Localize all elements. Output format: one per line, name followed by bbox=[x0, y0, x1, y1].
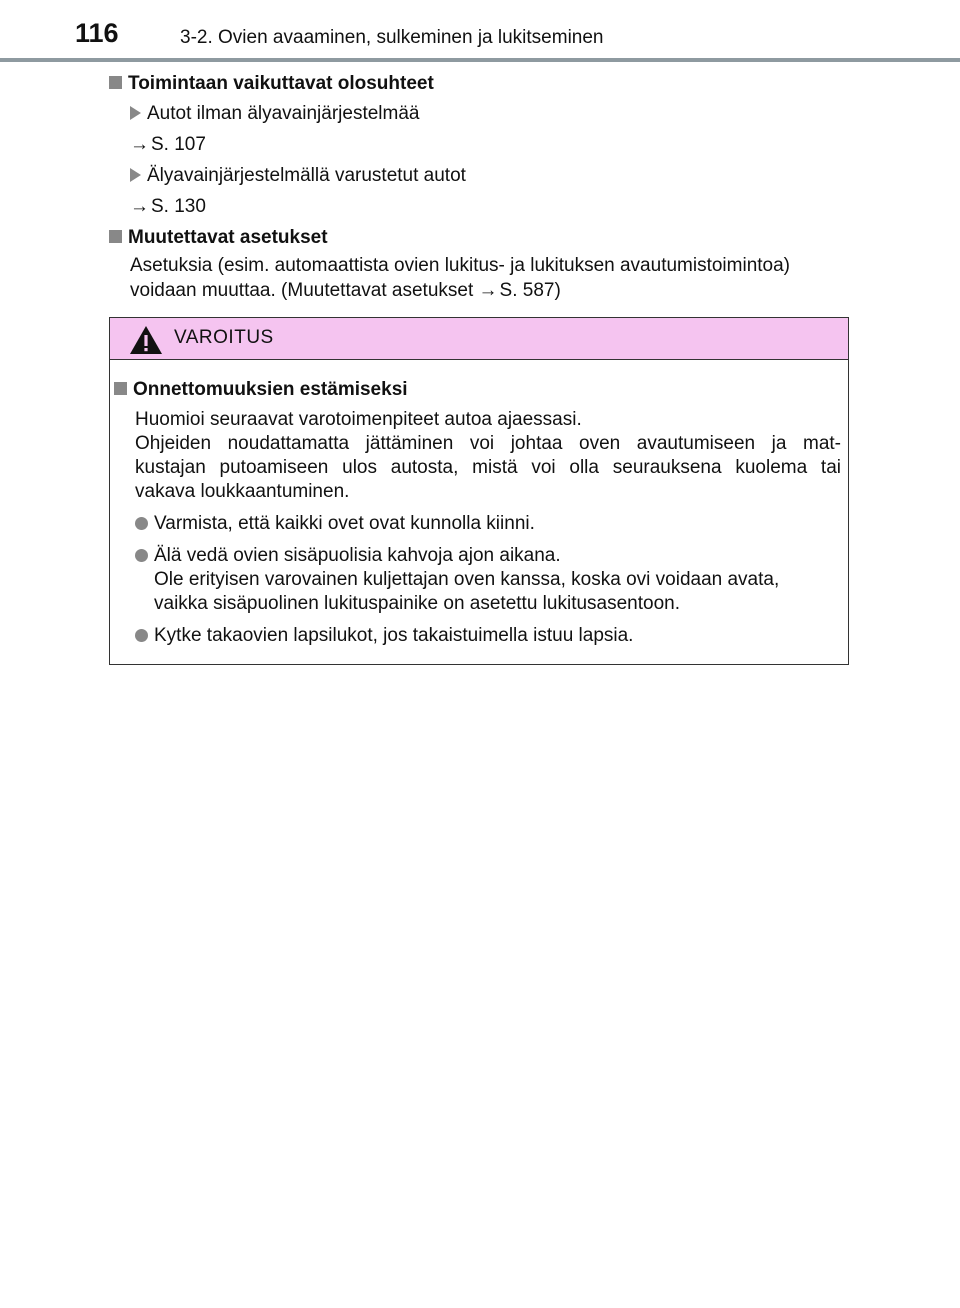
page-reference bbox=[130, 195, 850, 218]
settings-paragraph-line: Asetuksia (esim. automaattista ovien lukitus- ja lukituksen avautumistoimintoa) bbox=[130, 255, 791, 276]
warning-intro-line: vakava loukkaantuminen. bbox=[135, 481, 350, 502]
square-bullet-icon bbox=[114, 382, 127, 395]
square-bullet-icon bbox=[109, 230, 122, 243]
arrow-right-icon: → bbox=[478, 280, 498, 301]
section-heading-text: Muutettavat asetukset bbox=[128, 227, 328, 248]
section-heading-settings bbox=[109, 226, 869, 249]
warning-bullet-continuation: Ole erityisen varovainen kuljettajan oven kanssa, koska ovi voidaan avata, bbox=[154, 569, 780, 590]
warning-header bbox=[110, 318, 848, 360]
warning-bullet-text: Varmista, että kaikki ovet ovat kunnolla kiinni. bbox=[154, 513, 535, 534]
page-reference bbox=[130, 133, 850, 156]
triangle-bullet-icon bbox=[130, 106, 141, 120]
warning-heading bbox=[114, 378, 408, 402]
list-item-label: Älyavainjärjestelmällä varustetut autot bbox=[147, 165, 466, 186]
list-item bbox=[130, 102, 850, 125]
page-reference-text: S. 587) bbox=[499, 280, 561, 301]
warning-triangle-icon bbox=[129, 325, 163, 355]
warning-intro-line: Huomioi seuraavat varotoimenpiteet autoa ajaessasi. bbox=[135, 409, 582, 430]
round-bullet-icon bbox=[135, 629, 148, 642]
page-reference-text: S. 130 bbox=[151, 196, 206, 217]
section-heading-text: Toimintaan vaikuttavat olosuhteet bbox=[128, 73, 434, 94]
list-item bbox=[130, 164, 850, 187]
triangle-bullet-icon bbox=[130, 168, 141, 182]
page-reference-text: S. 107 bbox=[151, 134, 206, 155]
list-item-label: Autot ilman älyavainjärjestelmää bbox=[147, 103, 420, 124]
warning-bullet-continuation: vaikka sisäpuolinen lukituspainike on asetettu lukitusasentoon. bbox=[154, 593, 680, 614]
header-rule bbox=[0, 58, 960, 62]
arrow-right-icon: → bbox=[130, 134, 149, 155]
warning-bullet-item bbox=[135, 512, 841, 536]
square-bullet-icon bbox=[109, 76, 122, 89]
settings-paragraph-text: voidaan muuttaa. (Muutettavat asetukset bbox=[130, 280, 479, 301]
warning-box bbox=[109, 317, 849, 665]
warning-intro-line: kustajan putoamiseen ulos autosta, mistä voi olla seurauksena kuolema tai bbox=[135, 457, 841, 478]
chapter-title: 3-2. Ovien avaaminen, sulkeminen ja lukitseminen bbox=[180, 27, 604, 48]
warning-bullet-item bbox=[135, 624, 841, 648]
section-heading-conditions bbox=[109, 72, 869, 95]
round-bullet-icon bbox=[135, 517, 148, 530]
warning-title: VAROITUS bbox=[174, 327, 274, 348]
warning-bullet-item bbox=[135, 544, 841, 568]
warning-bullet-text: Kytke takaovien lapsilukot, jos takaistuimella istuu lapsia. bbox=[154, 625, 634, 646]
page-number: 116 bbox=[75, 18, 119, 48]
warning-bullet-text: Älä vedä ovien sisäpuolisia kahvoja ajon aikana. bbox=[154, 545, 561, 566]
round-bullet-icon bbox=[135, 549, 148, 562]
warning-intro-line: Ohjeiden noudattamatta jättäminen voi johtaa oven avautumiseen ja mat- bbox=[135, 433, 841, 454]
settings-paragraph-line bbox=[130, 279, 850, 303]
arrow-right-icon: → bbox=[130, 196, 149, 217]
warning-heading-text: Onnettomuuksien estämiseksi bbox=[133, 379, 408, 400]
